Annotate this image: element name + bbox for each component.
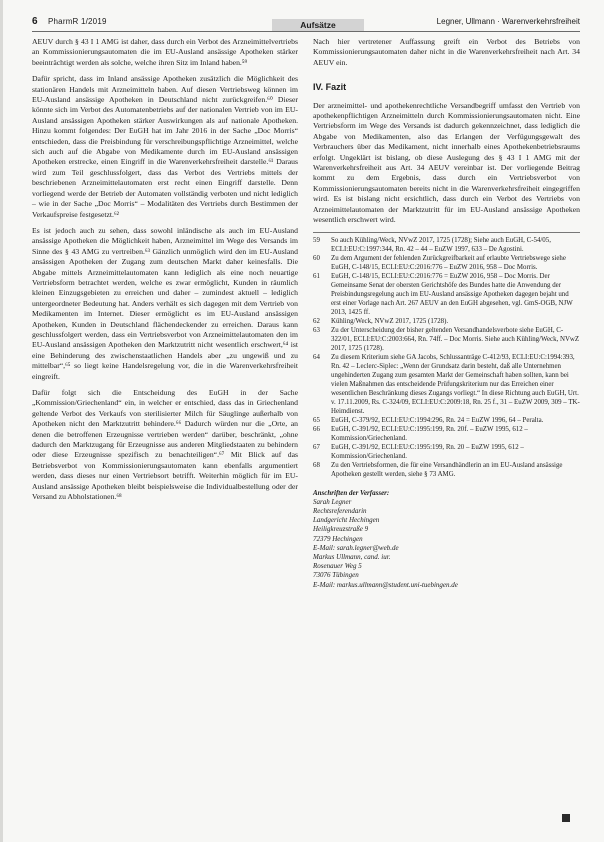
footnote-number: 59: [313, 236, 320, 244]
section-label: Aufsätze: [272, 19, 364, 31]
footnote-text: Zu der Unterscheidung der bisher geltenden Versandhandelsverbote siehe EuGH, C-322/01, ECLI:EU:C:2003:664, Rn. 74ff. – Doc Morris. Siehe auch Kühling/Weck, NVwZ 2017, 1725 (1728).: [331, 326, 580, 352]
running-header: [32, 15, 580, 29]
section-heading: IV. Fazit: [313, 82, 347, 93]
footnote-number: 65: [313, 416, 320, 424]
footnote-text: Zu diesem Kriterium siehe GA Jacobs, Schlussanträge C-412/93, ECLI:EU:C:1994:393, Rn. 42 – Leclerc-Siplec: „Wenn der Grundsatz darin besteht, daß alle Unternehmen ungehinderten Zugang zum gesamten Markt der Gemeinschaft haben sollten, kann bei vielen Maßnahmen das entscheidende Prüfungskriterium nur das Erreichen einer wesentlichen Beschränkung dieses Zugangs vorliegt.“ In diese Richtung auch EuGH, Urt. v. 17.11.2009, Rs. C-324/09, ECLI:EU:C:2009:18, Rn. 25 f., 31 – EuZW 2009, 309 – TK-Heimdienst.: [331, 353, 580, 415]
scan-edge: [0, 0, 3, 842]
address-line: Rosenauer Weg 5: [313, 562, 362, 571]
author-addresses: [313, 489, 580, 590]
footnote-number: 68: [313, 461, 320, 469]
address-line: 72379 Hechingen: [313, 534, 363, 543]
footnote: [313, 353, 580, 416]
address-line: E-Mail: markus.ullmann@student.uni-tuebingen.de: [313, 580, 458, 589]
body-paragraph: Dafür spricht, dass im Inland ansässige Apotheken zusätzlich die Möglichkeit des stationären Handels mit Arzneimitteln haben. Auf diesen Vertriebsweg können im EU-Ausland ansässige Apotheken in Deutschland nicht zurückgreifen.⁶⁰ Dieser könnte sich im Verbot des Automatenbetriebs auf der nationalen Vertrieb von im EU-Ausland ansässigen Apotheken stärker Auswirkungen als auf nationale Apotheken. Hinzu kommt folgendes: Der EuGH hat im Jahr 2016 in der Sache „Doc Morris“ entschieden, dass die Preisbindung für verschreibungspflichtige Arzneimittel, welche sich auch auf die Abgabe von Medikamente durch im EU-Ausland ansässigen Apotheken erstrecke, einen Eingriff in die Warenverkehrsfreiheit darstelle.⁶¹ Daraus wird zum Teil geschlussfolgert, dass das Verbot des Vertriebs mittels der beschriebenen Arzneimittelautomaten erst recht einen Eingriff darstelle. Denn vorliegend werde der Betrieb der Automaten vollständig verboten und nicht lediglich – wie in der Sache „Doc Morris“ – Modalitäten des Vertriebs durch Bestimmen der Verkaufspreise festgesetzt.⁶²: [32, 74, 298, 219]
footnote-text: Zu dem Argument der fehlenden Zurückgreifbarkeit auf erlaubte Vertriebswege siehe EuGH, C-148/15, ECLI:EU:C:2016:776 – EuZW 2016, 958 – Doc Morris.: [331, 254, 566, 271]
body-paragraph: Es ist jedoch auch zu sehen, dass sowohl inländische als auch im EU-Ausland ansässige Apotheken die Möglichkeit haben, Arzneimittel im Wege des Versands im Sinne des § 43 AMG zu vertreiben.⁶³ Gänzlich unmöglich wird den im EU-Ausland ansässigen Apotheken der Zugang zum deutschen Markt daher keinesfalls. Die Abgabe mittels Arzneimittelautomaten kann lediglich als eine noch neuartige Vertriebsform betrachtet werden, welche es zwar ermöglicht, Kunden in räumlich kleinen Einzugsgebieten zu erreichen und daher – zumindest aktuell – lediglich untergeordneter Bedeutung hat. Anders verhält es sich dagegen mit dem Vertrieb von Medikamenten im Internet. Dieser ermöglicht es im EU-Ausland ansässigen Apotheken, Kunden in Deutschland flächendeckender zu erreichen. Daraus kann geschlussfolgert werden, dass ein Vertriebsverbot von Arzneimittelautomaten den im EU-Ausland ansässigen Apotheken den Marktzutritt nicht wesentlich erschwert,⁶⁴ ist eine Behinderung des zwischenstaatlichen Handels aber „zu ungewiß und zu mittelbar“,⁶⁵ so liegt keine Handelsregelung vor, die in die Warenverkehrsfreiheit eingreift.: [32, 225, 298, 381]
footnote: [313, 326, 580, 353]
footnote-text: EuGH, C-148/15, ECLI:EU:C:2016:776 = EuZW 2016, 958 – Doc Morris. Der Gemeinsame Senat der obersten Gerichtshöfe des Bundes hatte die Anwendung der Preisbindungsregelung auch im EU-Ausland ansässige Apotheken dagegen bejaht und erst einer Vorlage nach Art. 267 AEUV an den EuGH abgesehen, vgl. GmS-OGB, NJW 2013, 1425 ff.: [331, 272, 573, 316]
footnote-number: 64: [313, 353, 320, 361]
address-line: Markus Ullmann, cand. iur.: [313, 552, 391, 561]
header-rule: [32, 31, 580, 32]
footnote: [313, 425, 580, 443]
address-line: Heiligkreuzstraße 9: [313, 525, 369, 534]
footnote: [313, 254, 580, 272]
address-title: Anschriften der Verfasser:: [313, 488, 390, 497]
address-line: Rechtsreferendarin: [313, 506, 367, 515]
body-paragraph: Dafür folgt sich die Entscheidung des EuGH in der Sache „Kommission/Griechenland“ ein, in welcher er entschied, dass das in Griechenland geltende Verbot des Verkaufs von sterilisierter Milch für Säuglinge außerhalb von Apotheken nicht den Marktzutritt behindere.⁶⁶ Dadurch würden nur die „Orte, an denen die betroffenen Erzeugnisse vertrieben werden“ darüber, beschränkt, „ohne dadurch den Marktzugang für Erzeugnisse aus anderen Mitgliedstaaten zu behindern oder diese Erzeugnisse spezifisch zu benachteiligen“.⁶⁷ Mit Blick auf das Betriebsverbot von Kommissionierungsautomaten kann ebenfalls argumentiert werden, dass dieses nur einen Vertriebsort betrifft. Weiterhin möglich für im EU-Ausland ansässige Apotheken bleibt beispielsweise die Individualbestellung oder der Versand zu Abholstationen.⁶⁸: [32, 388, 298, 502]
footnote: [313, 443, 580, 461]
footnote-number: 60: [313, 254, 320, 262]
footnote-number: 61: [313, 272, 320, 280]
left-column: [32, 37, 298, 508]
address-line: Sarah Legner: [313, 497, 352, 506]
footnote: [313, 416, 580, 425]
end-of-article-mark: [562, 814, 570, 822]
footnote-text: Zu den Vertriebsformen, die für eine Versandhändlerin an im EU-Ausland ansässige Apotheken gestellt werden, siehe § 73 AMG.: [331, 461, 563, 478]
page-number: 6: [32, 16, 38, 27]
footnote-text: EuGH, C-391/92, ECLI:EU:C:1995:199, Rn. 20f. – EuZW 1995, 612 – Kommission/Griechenland.: [331, 425, 528, 442]
footnote: [313, 461, 580, 479]
body-paragraph: Nach hier vertretener Auffassung greift ein Verbot des Betriebs von Kommissionierungsautomaten daher nicht in die Warenverkehrsfreiheit nach Art. 34 AEUV ein.: [313, 37, 580, 67]
footnote-text: EuGH, C-391/92, ECLI:EU:C:1995:199, Rn. 20 – EuZW 1995, 612 – Kommission/Griechenland.: [331, 443, 524, 460]
footnote-number: 66: [313, 425, 320, 433]
footnote: [313, 272, 580, 317]
journal-title: PharmR 1/2019: [48, 17, 107, 26]
body-paragraph: Der arzneimittel- und apothekenrechtliche Versandbegriff umfasst den Vertrieb von apothekenpflichtigen Arzneimitteln durch Kommissionierungsautomaten nicht. Eine Vertriebsform im Wege des Versands ist dadurch gekennzeichnet, dass lediglich die Abgabe von Medikamenten, also das Erlangen der Verfügungsgewalt des Verbrauchers über das Medikament, nicht innerhalb eines Apothekenbetriebsraums erfolgt. Ungeklärt ist bislang, ob diese Auslegung des § 43 I 1 AMG mit der Warenverkehrsfreiheit aus Art. 34 AEUV vereinbar ist. Der vorliegende Beitrag kommt zu dem Ergebnis, dass durch ein Vertriebsverbot von Kommissionierungsautomaten bereits nicht in die Warenverkehrsfreiheit eingegriffen wird. Es ist bislang nicht ersichtlich, dass durch ein Verbot des Vertriebs von Arzneimittelautomaten der Marktzutritt für im EU-Ausland ansässige Apotheken wesentlich erschwert wird.: [313, 100, 580, 225]
footnote: [313, 236, 580, 254]
address-lines: [313, 498, 580, 590]
footnote-number: 62: [313, 317, 320, 325]
address-line: 73076 Tübingen: [313, 571, 359, 580]
footnote: [313, 317, 580, 326]
footnote-number: 67: [313, 443, 320, 451]
footnote-text: So auch Kühling/Weck, NVwZ 2017, 1725 (1728); Siehe auch EuGH, C-54/05, ECLI:EU:C:1997:344, Rn. 42 – 44 – EuZW 1997, 633 – De Agostini.: [331, 236, 551, 253]
footnote-text: EuGH, C-379/92, ECLI:EU:C:1994:296, Rn. 24 = EuZW 1996, 64 – Peralta.: [331, 416, 544, 424]
footnotes: [313, 232, 580, 479]
footnote-number: 63: [313, 326, 320, 334]
running-authors: Legner, Ullmann · Warenverkehrsfreiheit: [436, 17, 580, 26]
address-line: E-Mail: sarah.legner@web.de: [313, 543, 399, 552]
address-line: Landgericht Hechingen: [313, 516, 380, 525]
right-column: [313, 37, 580, 590]
footnote-text: Kühling/Weck, NVwZ 2017, 1725 (1728).: [331, 317, 449, 325]
body-paragraph: AEUV durch § 43 I 1 AMG ist daher, dass durch ein Verbot des Arzneimittelvertriebs an Kommissionierungsautomaten die im EU-Ausland ansässige Apotheken stärker beeinträchtigt werden als solche, welche ihren Sitz im Inland haben.⁵⁹: [32, 37, 298, 67]
